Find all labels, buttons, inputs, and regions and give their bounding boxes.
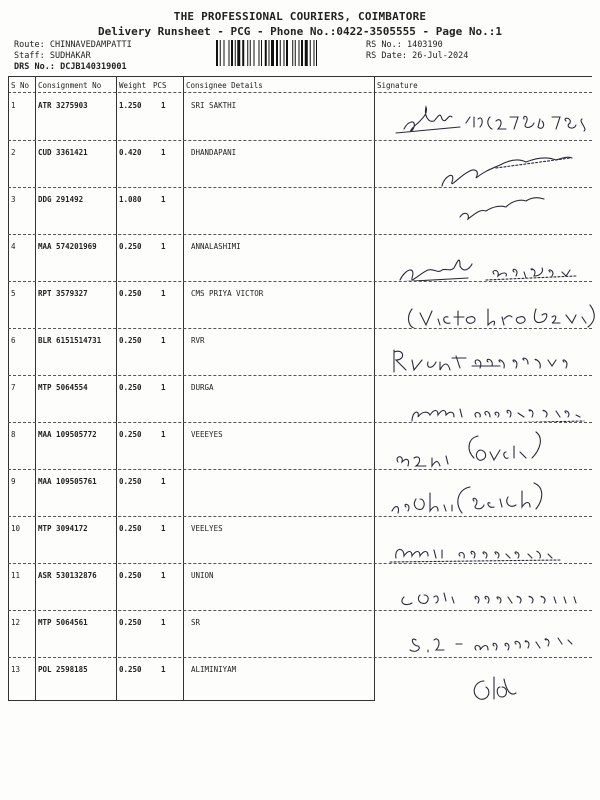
cell-consignment-no: MTP 5064554 — [38, 383, 88, 392]
signature-row-8 — [376, 422, 600, 469]
col-divider-sno — [35, 76, 36, 700]
cell-consignment-no: MAA 109505772 — [38, 430, 97, 439]
cell-consignee: VEELYES — [191, 524, 223, 533]
signature-row-4 — [376, 234, 600, 281]
cell-consignment-no: MTP 3094172 — [38, 524, 88, 533]
company-title: THE PROFESSIONAL COURIERS, COIMBATORE — [173, 10, 427, 23]
cell-pcs: 1 — [161, 289, 166, 298]
drs-label: DRS No.: — [14, 62, 55, 72]
signature-row-11 — [376, 563, 600, 610]
col-divider-consignment — [116, 76, 117, 700]
cell-consignment-no: MAA 109505761 — [38, 477, 97, 486]
cell-sno: 9 — [11, 477, 16, 486]
cell-consignee: UNION — [191, 571, 214, 580]
cell-consignment-no: MTP 5064561 — [38, 618, 88, 627]
cell-pcs: 1 — [161, 665, 166, 674]
cell-consignment-no: BLR 6151514731 — [38, 336, 102, 345]
cell-sno: 12 — [11, 618, 21, 627]
cell-pcs: 1 — [161, 101, 166, 110]
signature-row-7 — [376, 375, 600, 422]
cell-sno: 3 — [11, 195, 16, 204]
cell-pcs: 1 — [161, 477, 166, 486]
signature-row-12 — [376, 610, 600, 657]
drs-line — [14, 62, 127, 72]
cell-weight: 0.250 — [119, 665, 142, 674]
column-header-consignee: Consignee Details — [186, 81, 263, 90]
cell-consignment-no: POL 2598185 — [38, 665, 88, 674]
signature-row-1 — [376, 93, 600, 140]
signature-row-3 — [376, 187, 600, 234]
cell-consignee: SRI SAKTHI — [191, 101, 237, 110]
cell-pcs: 1 — [161, 618, 166, 627]
rs-date-line — [366, 51, 468, 61]
signature-row-9 — [376, 469, 600, 516]
cell-weight: 0.250 — [119, 430, 142, 439]
cell-sno: 13 — [11, 665, 21, 674]
cell-weight: 0.250 — [119, 289, 142, 298]
rs-date-value: 26-Jul-2024 — [412, 51, 469, 61]
cell-consignment-no: ATR 3275903 — [38, 101, 88, 110]
col-divider-pcs — [183, 76, 184, 700]
staff-value: SUDHAKAR — [49, 51, 91, 61]
cell-pcs: 1 — [161, 383, 166, 392]
staff-line — [14, 51, 91, 61]
cell-pcs: 1 — [161, 430, 166, 439]
cell-consignee: CMS PRIYA VICTOR — [191, 289, 264, 298]
signature-row-13 — [376, 657, 600, 704]
col-divider-consignee — [374, 76, 375, 700]
cell-sno: 7 — [11, 383, 16, 392]
cell-weight: 0.420 — [119, 148, 142, 157]
cell-consignee: SR — [191, 618, 201, 627]
cell-pcs: 1 — [161, 242, 166, 251]
cell-pcs: 1 — [161, 336, 166, 345]
table-bottom-border — [8, 700, 375, 701]
route-label: Route: — [14, 40, 45, 50]
cell-pcs: 1 — [161, 571, 166, 580]
cell-consignment-no: RPT 3579327 — [38, 289, 88, 298]
cell-consignee: DHANDAPANI — [191, 148, 237, 157]
cell-sno: 4 — [11, 242, 16, 251]
cell-consignee: ALIMINIYAM — [191, 665, 237, 674]
rs-no-label: RS No.: — [366, 40, 402, 50]
cell-sno: 2 — [11, 148, 16, 157]
runsheet-title: Delivery Runsheet - PCG - Phone No.:0422-3505555 - Page No.:1 — [98, 25, 502, 38]
signature-row-2 — [376, 140, 600, 187]
rs-no-value: 1403190 — [406, 40, 443, 50]
cell-weight: 1.250 — [119, 101, 142, 110]
signature-row-10 — [376, 516, 600, 563]
cell-consignment-no: CUD 3361421 — [38, 148, 88, 157]
cell-weight: 0.250 — [119, 618, 142, 627]
cell-pcs: 1 — [161, 524, 166, 533]
cell-consignment-no: DDG 291492 — [38, 195, 84, 204]
cell-weight: 0.250 — [119, 383, 142, 392]
cell-consignee: DURGA — [191, 383, 214, 392]
signature-row-6 — [376, 328, 600, 375]
signature-row-5 — [376, 281, 600, 328]
cell-sno: 5 — [11, 289, 16, 298]
rs-no-line — [366, 40, 443, 50]
cell-sno: 6 — [11, 336, 16, 345]
cell-weight: 0.250 — [119, 477, 142, 486]
cell-consignee: ANNALASHIMI — [191, 242, 241, 251]
table-left-border — [8, 76, 9, 700]
cell-consignee: VEEEYES — [191, 430, 223, 439]
cell-consignee: RVR — [191, 336, 205, 345]
column-header-weight: Weight — [119, 81, 147, 90]
route-value: CHINNAVEDAMPATTI — [49, 40, 132, 50]
rs-date-label: RS Date: — [366, 51, 407, 61]
cell-sno: 11 — [11, 571, 21, 580]
cell-weight: 1.080 — [119, 195, 142, 204]
cell-weight: 0.250 — [119, 242, 142, 251]
barcode — [216, 40, 358, 66]
cell-weight: 0.250 — [119, 524, 142, 533]
cell-consignment-no: ASR 530132876 — [38, 571, 97, 580]
route-line — [14, 40, 132, 50]
cell-weight: 0.250 — [119, 336, 142, 345]
cell-pcs: 1 — [161, 195, 166, 204]
column-header-pcs: PCS — [153, 81, 167, 90]
cell-pcs: 1 — [161, 148, 166, 157]
column-header-sno: S No — [11, 81, 30, 90]
cell-weight: 0.250 — [119, 571, 142, 580]
drs-value: DCJB140319001 — [60, 62, 127, 72]
column-header-signature: Signature — [377, 81, 418, 90]
cell-consignment-no: MAA 574201969 — [38, 242, 97, 251]
table-top-border — [8, 76, 592, 77]
cell-sno: 1 — [11, 101, 16, 110]
cell-sno: 8 — [11, 430, 16, 439]
staff-label: Staff: — [14, 51, 45, 61]
cell-sno: 10 — [11, 524, 21, 533]
column-header-consignment: Consignment No — [38, 81, 102, 90]
